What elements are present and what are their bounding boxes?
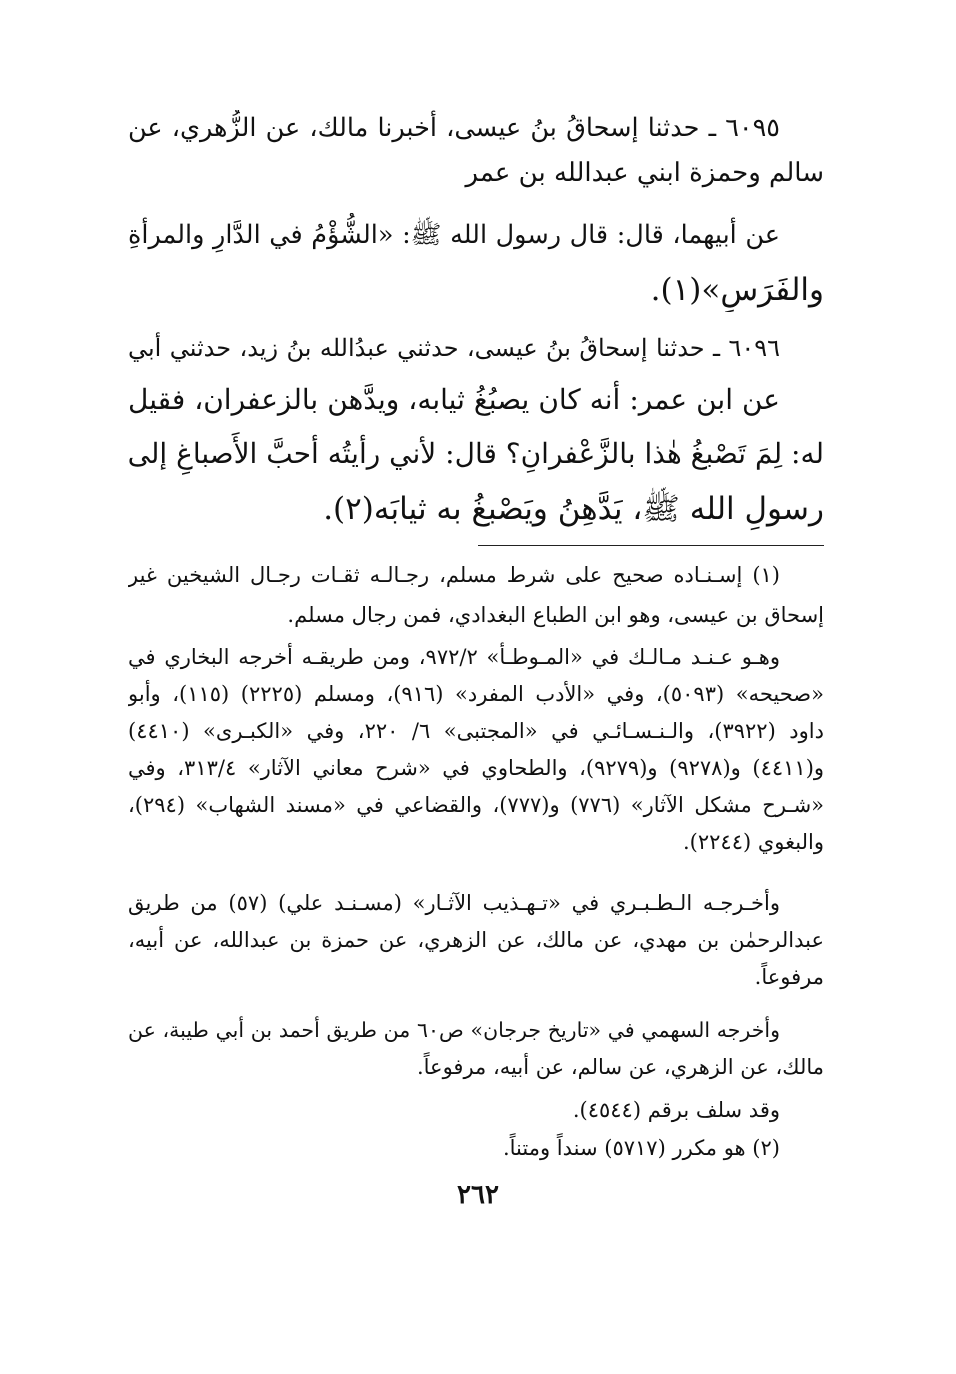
footnote-line: و(٤٤١١) و(٩٢٧٨) و(٩٢٧٩)، والطحاوي في «شرح معاني الآثار» ٣١٣/٤، وفي: [128, 756, 824, 780]
footnote-line: مالك، عن الزهري، عن سالم، عن أبيه، مرفوعاً.: [416, 1055, 824, 1079]
footnote-line: وأخـرجـه الـطـبـري في «تـهـذيب الآثـار» (مسـنـد علي) (٥٧) من طريق: [128, 891, 780, 915]
footnote-line: داود (٣٩٢٢)، والـنـسـائـي في «المجتبى» ٦/ ٢٢٠، وفي «الكبـرى» (٤٤١٠): [128, 719, 824, 743]
footnote-line: عبدالرحمٰن بن مهدي، عن مالك، عن الزهري، عن حمزة بن عبدالله، عن أبيه،: [128, 928, 824, 952]
footnote-line: (١) إسـنـاده صحيح على شرط مسلم، رجـالـه ثقـات رجـال الشيخين غير: [128, 563, 780, 587]
page-number: ٢٦٢: [457, 1180, 499, 1210]
text-line: ٦٠٩٦ ـ حدثنا إسحاقُ بنُ عيسى، حدثني عبدُالله بنُ زيد، حدثني أبي: [128, 334, 780, 362]
text-line: عن ابن عمر: أنه كان يصبُغُ ثيابه، ويدَّهن بالزعفران، فقيل: [128, 383, 780, 416]
footnote-separator: [478, 545, 824, 546]
footnote-line: مرفوعاً.: [754, 965, 824, 989]
text-line: له: لِمَ تَصْبغُ هٰذا بالزَّعْفرانِ؟ قال: لأني رأيتُه أحبَّ الأَصباغِ إلى: [128, 437, 824, 470]
footnote-line: والبغوي (٢٢٤٤).: [683, 830, 824, 854]
text-line: عن أبيهما، قال: قال رسول الله ﷺ: «الشُّؤْمُ في الدَّارِ والمرأةِ: [128, 220, 780, 250]
footnote-line: (٢) هو مكرر (٥٧١٧) سنداً ومتناً.: [502, 1136, 780, 1160]
footnote-line: وهـو عـنـد مـالـك في «المـوطـأ» ٩٧٢/٢، ومن طريقـه أخرجه البخاري في: [128, 645, 780, 669]
text-line: والفَرَسِ»(١).: [650, 272, 824, 308]
footnote-line: إسحاق بن عيسى، وهو ابن الطباع البغدادي، فمن رجال مسلم.: [287, 603, 824, 627]
text-line: ٦٠٩٥ ـ حدثنا إسحاقُ بنُ عيسى، أخبرنا مالك، عن الزُّهري، عن: [128, 113, 780, 143]
footnote-line: «شـرح مشكل الآثار» (٧٧٦) و(٧٧٧)، والقضاعي في «مسند الشهاب» (٢٩٤)،: [128, 793, 824, 817]
text-line: سالم وحمزة ابني عبدالله بن عمر: [465, 158, 824, 188]
footnote-line: وقد سلف برقم (٤٥٤٤).: [572, 1098, 780, 1122]
text-line: رسولِ الله ﷺ، يَدَّهِنُ ويَصْبغُ به ثيابَه(٢).: [323, 491, 824, 527]
footnote-line: وأخرجه السهمي في «تاريخ جرجان» ص٦٠ من طريق أحمد بن أبي طيبة، عن: [128, 1018, 780, 1042]
footnote-line: «صحيحه» (٥٠٩٣)، وفي «الأدب المفرد» (٩١٦)، ومسلم (٢٢٢٥) (١١٥)، وأبو: [128, 682, 824, 706]
